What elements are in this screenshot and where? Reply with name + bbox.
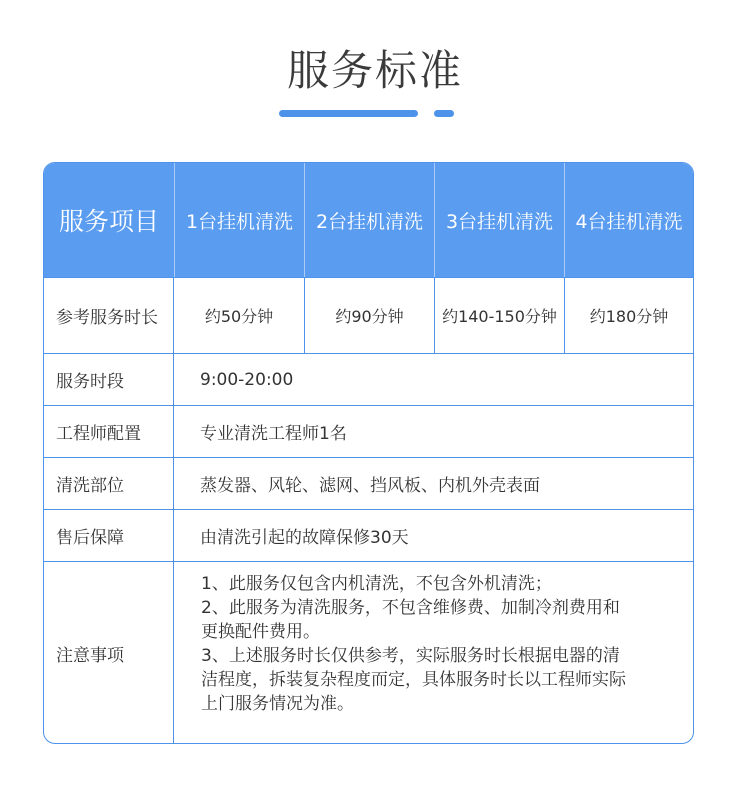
page-title: 服务标准 [286,46,463,95]
table-row [44,405,693,457]
notes-line: 洁程度，拆装复杂程度而定，具体服务时长以工程师实际 [201,670,626,690]
header-3-units: 3台挂机清洗 [445,210,554,233]
row-label-cleaning-parts: 清洗部位 [44,458,174,509]
row-value-service-hours: 9:00-20:00 [200,369,294,390]
table-header-row [44,163,693,277]
row-label-service-hours: 服务时段 [44,354,174,405]
notes-line: 3、上述服务时长仅供参考，实际服务时长根据电器的清 [201,646,620,666]
row-value-cleaning-parts: 蒸发器、风轮、滤网、挡风板、内机外壳表面 [200,476,540,496]
header-service-item: 服务项目 [58,207,159,236]
row-label-engineer: 工程师配置 [44,406,174,457]
notes-line: 1、此服务仅包含内机清洗，不包含外机清洗； [201,574,552,594]
notes-line: 更换配件费用。 [201,622,320,642]
table-row-duration [44,277,693,353]
row-value-engineer: 专业清洗工程师1名 [200,424,347,444]
notes-content [174,562,693,744]
title-underline-dot [434,110,454,117]
duration-4-units: 约180分钟 [589,307,669,326]
header-4-units: 4台挂机清洗 [575,210,683,233]
service-standard-table [43,162,694,744]
notes-line: 2、此服务为清洗服务，不包含维修费、加制冷剂费用和 [201,598,620,618]
table-row [44,509,693,561]
duration-3-units: 约140-150分钟 [442,307,557,326]
header-2-units: 2台挂机清洗 [315,210,424,233]
row-label-duration: 参考服务时长 [44,278,174,353]
duration-1-unit: 约50分钟 [204,307,274,326]
row-label-warranty: 售后保障 [44,510,174,561]
title-underline [279,110,418,117]
row-label-notes: 注意事项 [44,562,174,744]
table-row [44,457,693,509]
table-row-notes [44,561,693,744]
table-row [44,353,693,405]
row-value-warranty: 由清洗引起的故障保修30天 [200,528,409,548]
duration-2-units: 约90分钟 [335,307,404,326]
notes-line: 上门服务情况为准。 [201,694,354,714]
header-1-unit: 1台挂机清洗 [185,210,294,233]
